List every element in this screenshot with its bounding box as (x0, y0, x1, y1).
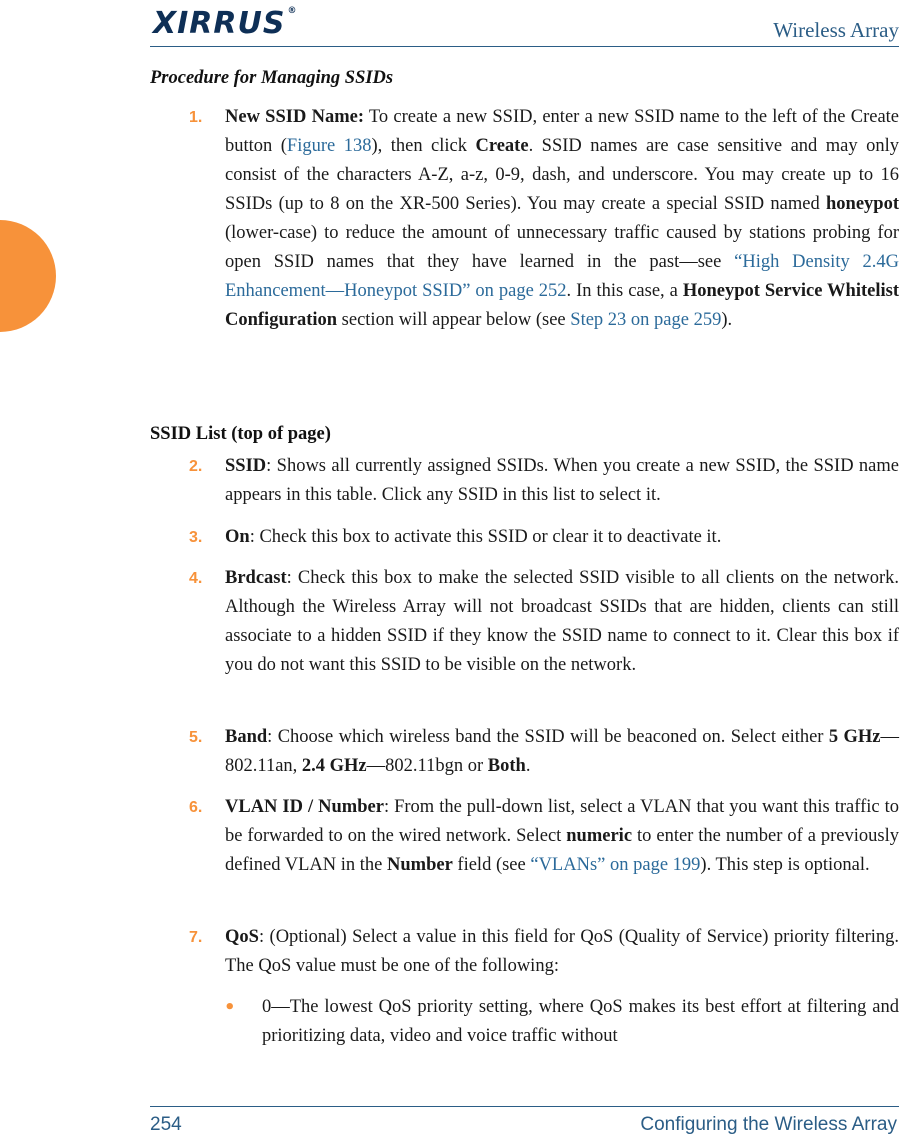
footer-title: Configuring the Wireless Array (640, 1114, 897, 1135)
subhead-ssid-list: SSID List (top of page) (150, 424, 331, 444)
page-number: 254 (150, 1114, 182, 1135)
link-figure-138[interactable]: Figure 138 (286, 136, 372, 156)
header-title: Wireless Array (773, 18, 899, 42)
bullet-icon: • (224, 997, 236, 1018)
link-honeypot-ssid[interactable]: “High Density 2.4G Enhancement—Honeypot SSID” on page 252 (225, 252, 899, 301)
step-4: 4. Brdcast: Check this box to make the selected SSID visible to all clients on the network. Although the Wireless Array will not broadcast SSIDs that are hidden, clients can still associate to a hidden SSID if they know the SSID name to connect to it. Clear this box if you do not want this SSID to be visible on the network. (189, 568, 899, 675)
section-title: Procedure for Managing SSIDs (150, 68, 394, 88)
step-6: 6. VLAN ID / Number: From the pull-down list, select a VLAN that you want this traffic to be forwarded to on the wired network. Select numeric to enter the number of a previously defined VLAN in the Number field (see “VLANs” on page 199). This step is optional. (189, 797, 900, 875)
step-5: 5. Band: Choose which wireless band the SSID will be beaconed on. Select either 5 GHz—802.11an, 2.4 GHz—802.11bgn or Both. (189, 727, 899, 776)
footer-rule (150, 1106, 899, 1107)
bullet-qos-0: • 0—The lowest QoS priority setting, where QoS makes its best effort at filtering and prioritizing data, video and voice traffic without (262, 993, 899, 1051)
side-tab-marker (0, 220, 56, 332)
xirrus-logo: XIRRUS ® (153, 6, 298, 41)
step-7: 7. QoS: (Optional) Select a value in this field for QoS (Quality of Service) priority filtering. The QoS value must be one of the following: (189, 927, 899, 976)
link-step-23[interactable]: Step 23 on page 259 (570, 310, 722, 330)
step-3: 3. On: Check this box to activate this SSID or clear it to deactivate it. (189, 527, 722, 547)
step-2: 2. SSID: Shows all currently assigned SSIDs. When you create a new SSID, the SSID name appears in this table. Click any SSID in this list to select it. (189, 456, 899, 505)
link-vlans[interactable]: “VLANs” on page 199 (530, 855, 701, 875)
step-1: 1. New SSID Name: To create a new SSID, enter a new SSID name to the left of the Create button (Figure 138), then click Create. SSID names are case sensitive and may only consist of the characters A-Z, a-z, 0-9, dash, and underscore. You may create up to 16 SSIDs (up to 8 on the XR-500 Series). You may create a special SSID named honeypot (lower-case) to reduce the amount of unnecessary traffic caused by stations probing for open SSID names that they have learned in the past—see “High Density 2.4G Enhancement—Honeypot SSID” on page 252. In this case, a Honeypot Service Whitelist Configuration section will appear below (see Step 23 on page 259). (189, 107, 900, 330)
header-rule (150, 46, 899, 47)
